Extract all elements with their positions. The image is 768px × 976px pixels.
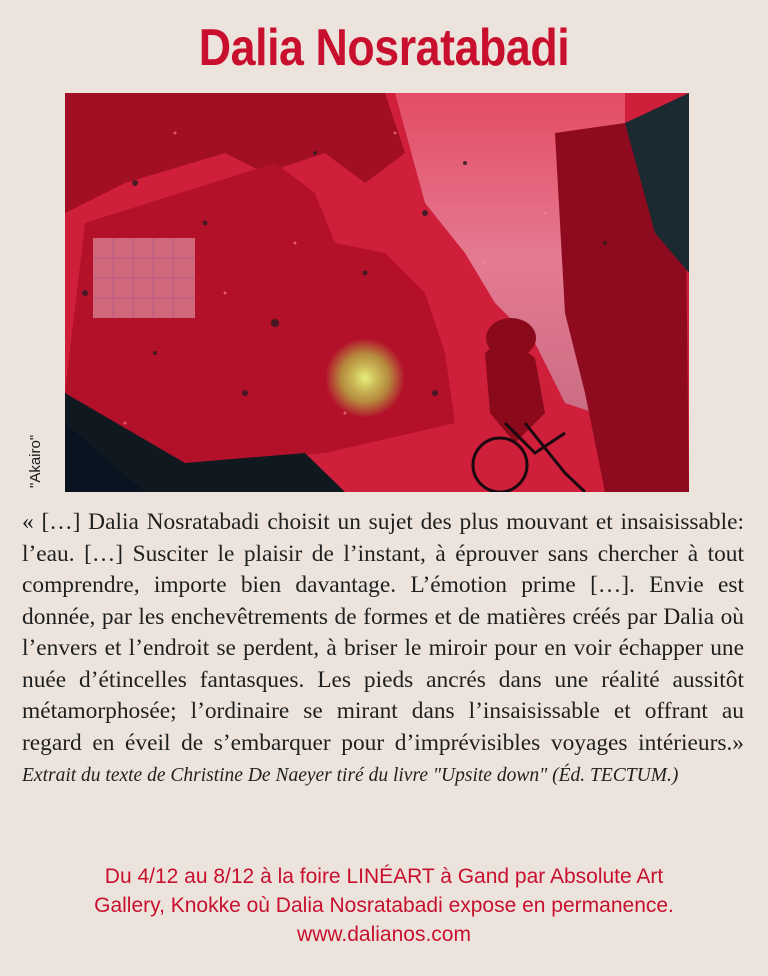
quote-paragraph bbox=[22, 507, 744, 792]
artwork-caption: "Akairo" bbox=[27, 434, 44, 488]
event-line-1: Du 4/12 au 8/12 à la foire LINÉART à Gand par Absolute Art bbox=[104, 865, 664, 888]
artwork-photo bbox=[65, 93, 689, 492]
event-line-2: Gallery, Knokke où Dalia Nosratabadi expose en permanence. bbox=[94, 894, 674, 917]
page-title: Dalia Nosratabadi bbox=[198, 19, 570, 77]
artwork-image bbox=[65, 93, 689, 492]
quote-source: Extrait du texte de Christine De Naeyer tiré du livre "Upsite down" (Éd. TECTUM.) bbox=[22, 765, 679, 786]
event-info bbox=[0, 862, 768, 949]
quote-text: « […] Dalia Nosratabadi choisit un sujet des plus mouvant et insaisissable: l’eau. […] Susciter le plaisir de l’instant, à éprouver sans chercher à tout comprendre, importe bien davantage. L’émotion prime […]. Envie est donnée, par les enchevêtrements de formes et de matières créés par Dalia où l’envers et l’endroit se perdent, à briser le miroir pour en voir échapper une nuée d’étincelles fantasques. Les pieds ancrés dans une réalité aussitôt métamorphosée; l’ordinaire se mirant dans l’insaisissable et offrant au regard en éveil de s’embarquer pour d’imprévisibles voyages intérieurs.» bbox=[22, 509, 744, 756]
website-link[interactable]: www.dalianos.com bbox=[297, 923, 471, 946]
